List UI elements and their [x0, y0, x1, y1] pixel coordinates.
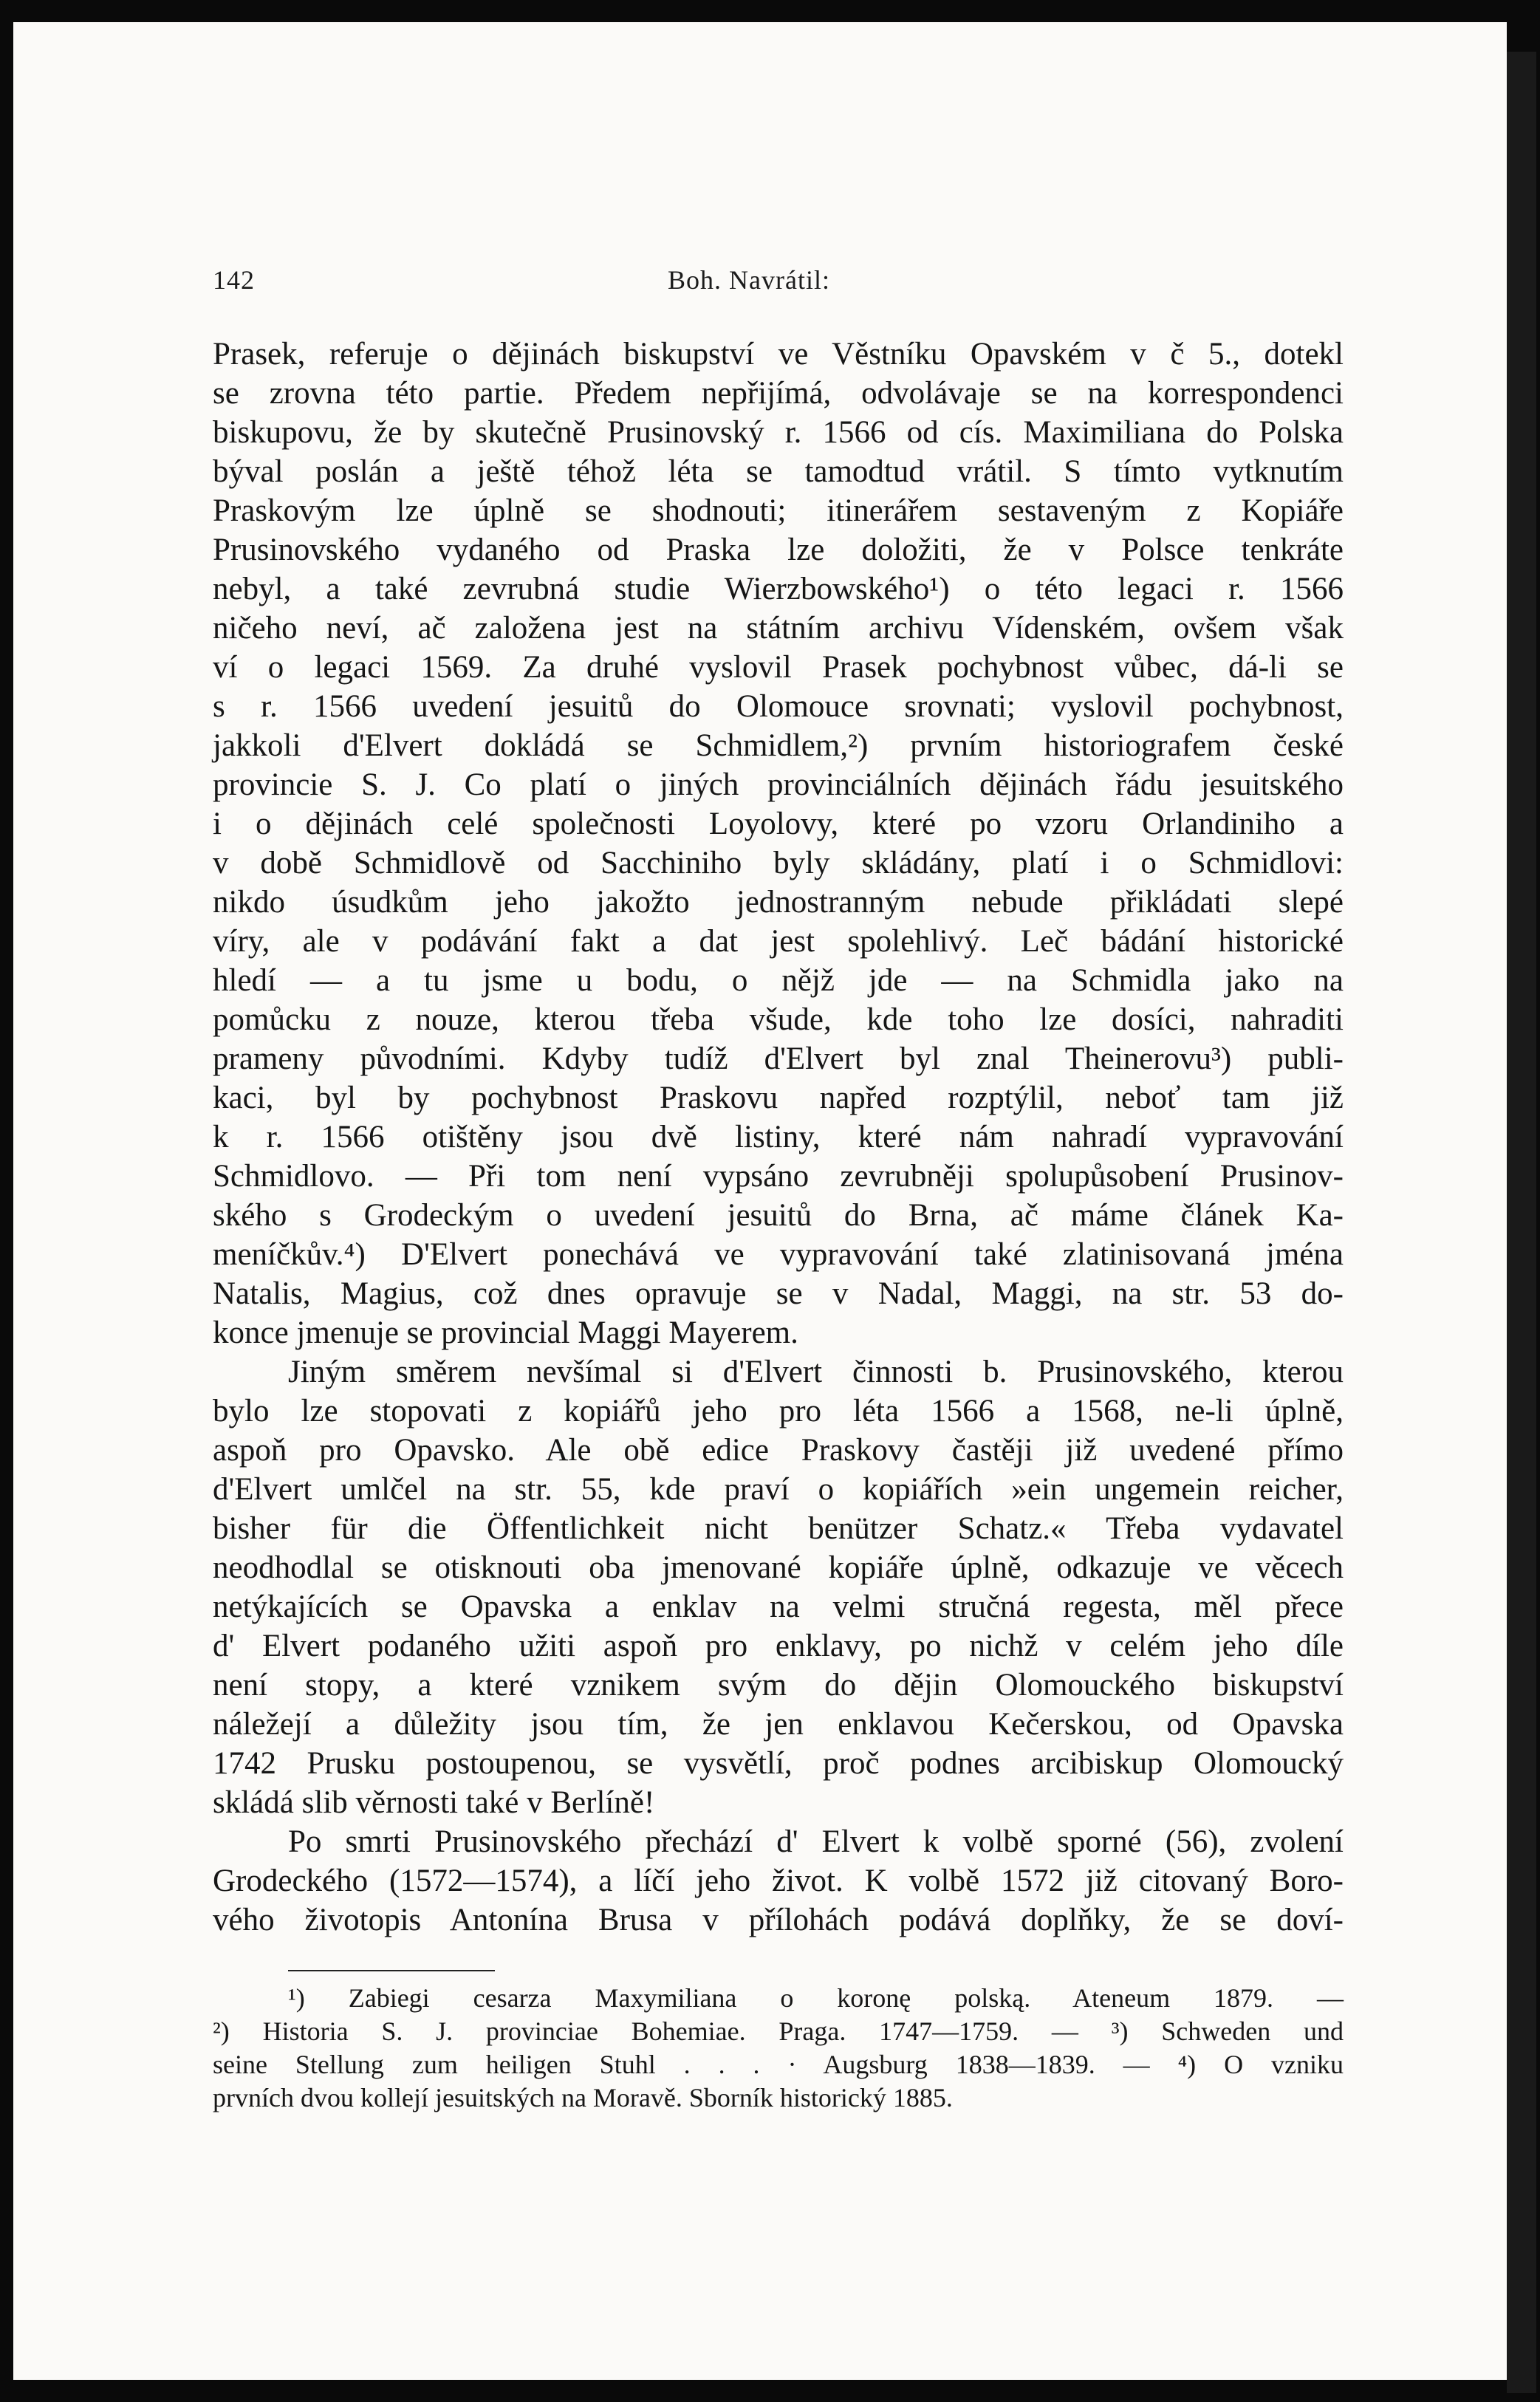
- page-number: 142: [213, 265, 255, 295]
- text-line: náležejí a důležity jsou tím, že jen enklavou Kečerskou, od Opavska: [213, 1707, 1344, 1742]
- text-line: nebyl, a také zevrubná studie Wierzbowského¹) o této legaci r. 1566: [213, 572, 1344, 606]
- page-header: [13, 264, 1507, 301]
- text-line: s r. 1566 uvedení jesuitů do Olomouce srovnati; vyslovil pochybnost,: [213, 689, 1344, 724]
- text-line: konce jmenuje se provincial Maggi Mayerem.: [213, 1315, 798, 1350]
- text-line: skládá slib věrnosti také v Berlíně!: [213, 1785, 655, 1820]
- text-line: neodhodlal se otisknouti oba jmenované kopiáře úplně, odkazuje ve věcech: [213, 1550, 1344, 1585]
- text-line: meníčkův.⁴) D'Elvert ponechává ve vypravování také zlatinisovaná jména: [213, 1237, 1344, 1272]
- text-line: Natalis, Magius, což dnes opravuje se v Nadal, Maggi, na str. 53 do-: [213, 1276, 1344, 1311]
- text-line: jakkoli d'Elvert dokládá se Schmidlem,²) prvním historiografem české: [213, 728, 1344, 763]
- text-line: Jiným směrem nevšímal si d'Elvert činnosti b. Prusinovského, kterou: [288, 1355, 1344, 1389]
- text-line: v době Schmidlově od Sacchiniho byly skládány, platí i o Schmidlovi:: [213, 846, 1344, 880]
- text-line: k r. 1566 otištěny jsou dvě listiny, které nám nahradí vypravování: [213, 1120, 1344, 1154]
- text-line: bisher für die Öffentlichkeit nicht benützer Schatz.« Třeba vydavatel: [213, 1511, 1344, 1546]
- text-line: d'Elvert umlčel na str. 55, kde praví o kopiářích »ein ungemein reicher,: [213, 1472, 1344, 1507]
- text-line: d' Elvert podaného užiti aspoň pro enklavy, po nichž v celém jeho díle: [213, 1629, 1344, 1663]
- text-line: hledí — a tu jsme u bodu, o nějž jde — na Schmidla jako na: [213, 963, 1344, 998]
- footnote-line: ¹) Zabiegi cesarza Maxymiliana o koronę polską. Ateneum 1879. —: [288, 1983, 1344, 2013]
- text-line: kaci, byl by pochybnost Praskovu napřed rozptýlil, neboť tam již: [213, 1081, 1344, 1115]
- footnote-rule: [288, 1970, 495, 1971]
- text-line: biskupovu, že by skutečně Prusinovský r. 1566 od cís. Maximiliana do Polska: [213, 415, 1344, 450]
- text-line: býval poslán a ještě téhož léta se tamodtud vrátil. S tímto vytknutím: [213, 454, 1344, 489]
- text-line: ničeho neví, ač založena jest na státním archivu Vídenském, ovšem však: [213, 611, 1344, 646]
- footnote-line: seine Stellung zum heiligen Stuhl . . . · Augsburg 1838—1839. — ⁴) O vzniku: [213, 2050, 1344, 2079]
- text-line: provincie S. J. Co platí o jiných provinciálních dějinách řádu jesuitského: [213, 767, 1344, 802]
- text-line: Po smrti Prusinovského přechází d' Elvert k volbě sporné (56), zvolení: [288, 1824, 1344, 1859]
- text-line: bylo lze stopovati z kopiářů jeho pro léta 1566 a 1568, ne-li úplně,: [213, 1394, 1344, 1428]
- text-line: aspoň pro Opavsko. Ale obě edice Praskovy častěji již uvedené přímo: [213, 1433, 1344, 1468]
- text-line: se zrovna této partie. Předem nepřijímá, odvolávaje se na korrespondenci: [213, 376, 1344, 411]
- text-line: netýkajících se Opavska a enklav na velmi stručná regesta, měl přece: [213, 1590, 1344, 1624]
- text-line: ského s Grodeckým o uvedení jesuitů do Brna, ač máme článek Ka-: [213, 1198, 1344, 1233]
- text-line: víry, ale v podávání fakt a dat jest spolehlivý. Leč bádání historické: [213, 924, 1344, 959]
- text-line: vého životopis Antonína Brusa v přílohách podává doplňky, že se doví-: [213, 1903, 1344, 1937]
- running-head: Boh. Navrátil:: [668, 265, 830, 295]
- text-line: prameny původními. Kdyby tudíž d'Elvert byl znal Theinerovu³) publi-: [213, 1041, 1344, 1076]
- dark-page-edge: [1507, 52, 1536, 2393]
- text-line: i o dějinách celé společnosti Loyolovy, které po vzoru Orlandiniho a: [213, 807, 1344, 841]
- text-line: Grodeckého (1572—1574), a líčí jeho život. K volbě 1572 již citovaný Boro-: [213, 1864, 1344, 1898]
- book-page: [13, 22, 1507, 2380]
- footnote-line: prvních dvou kollejí jesuitských na Moravě. Sborník historický 1885.: [213, 2083, 953, 2112]
- text-line: Praskovým lze úplně se shodnouti; itinerářem sestaveným z Kopiáře: [213, 493, 1344, 528]
- text-line: Prusinovského vydaného od Praska lze doložiti, že v Polsce tenkráte: [213, 533, 1344, 567]
- text-line: nikdo úsudkům jeho jakožto jednostranným nebude přikládati slepé: [213, 885, 1344, 920]
- text-line: Schmidlovo. — Při tom není vypsáno zevrubněji spolupůsobení Prusinov-: [213, 1159, 1344, 1194]
- text-line: pomůcku z nouze, kterou třeba všude, kde toho lze dosíci, nahraditi: [213, 1002, 1344, 1037]
- text-line: není stopy, a které vznikem svým do dějin Olomouckého biskupství: [213, 1668, 1344, 1703]
- text-line: ví o legaci 1569. Za druhé vyslovil Prasek pochybnost vůbec, dá-li se: [213, 650, 1344, 685]
- footnote-line: ²) Historia S. J. provinciae Bohemiae. Praga. 1747—1759. — ³) Schweden und: [213, 2016, 1344, 2046]
- text-line: 1742 Prusku postoupenou, se vysvětlí, proč podnes arcibiskup Olomoucký: [213, 1746, 1344, 1781]
- text-line: Prasek, referuje o dějinách biskupství ve Věstníku Opavském v č 5., dotekl: [213, 337, 1344, 372]
